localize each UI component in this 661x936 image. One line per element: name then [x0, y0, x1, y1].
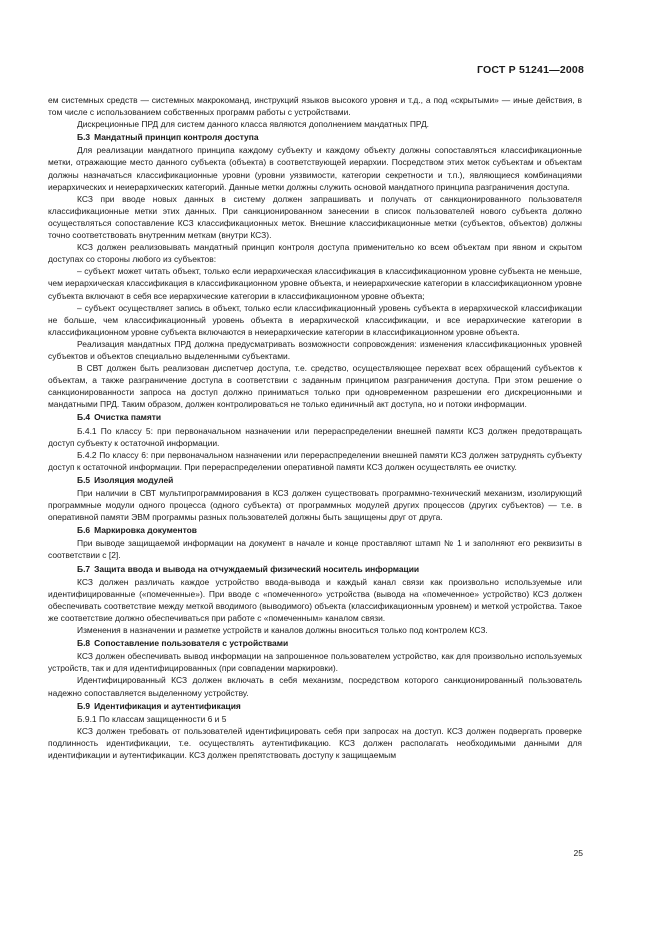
section-number: Б.5 [77, 474, 91, 485]
section-title: Сопоставление пользователя с устройствами [94, 638, 289, 649]
section-heading [48, 131, 582, 143]
section-heading [48, 700, 582, 712]
section-title: Изоляция модулей [94, 474, 174, 485]
section-number: Б.9 [77, 700, 91, 711]
section-title: Очистка памяти [94, 412, 162, 423]
paragraph: В СВТ должен быть реализован диспетчер доступа, т.е. средство, осуществляющее перехват всех обращений субъектов к объектам, а также разграничение доступа в соответствии с заданным принципом разграничения доступа. При этом решение о санкционированности запроса на доступ должно приниматься только при одновременном разрешении его дискреционными и мандатными ПРД. Таким образом, должен контролироваться не только единичный акт доступа, но и потоки информации. [48, 363, 582, 410]
paragraph: КСЗ должен обеспечивать вывод информации на запрошенное пользователем устройство, как для произвольно используемых устройств, так и для идентифицированных (при совпадении маркировки). [48, 651, 582, 674]
paragraph: Б.9.1 По классам защищенности 6 и 5 [77, 713, 227, 724]
document-body [48, 94, 582, 761]
paragraph: КСЗ должен требовать от пользователей идентифицировать себя при запросах на доступ. КСЗ должен подвергать проверке подлинность идентификации, т.е. осуществлять аутентификацию. КСЗ должен располагать необходимыми данными для идентификации и аутентификации. КСЗ должен препятствовать доступу к защищаемым [48, 725, 582, 760]
section-number: Б.8 [77, 638, 91, 649]
section-heading [48, 524, 582, 536]
section-title: Идентификация и аутентификация [94, 700, 241, 711]
section-number: Б.4 [77, 412, 91, 423]
section-heading [48, 474, 582, 486]
section-number: Б.7 [77, 563, 91, 574]
paragraph: КСЗ должен реализовывать мандатный принцип контроля доступа применительно ко всем объектам при явном и скрытом доступах со стороны любого из субъектов: [48, 242, 582, 265]
section-heading [48, 411, 582, 423]
paragraph: – субъект осуществляет запись в объект, только если классификационный уровень субъекта в иерархической классификации не больше, чем классификационный уровень объекта в иерархической классификации, и все иерархические категории в классификационном уровне субъекта включаются в неиерархические категории в классификационном уровне объекта. [48, 302, 582, 337]
section-title: Мандатный принцип контроля доступа [94, 132, 259, 143]
paragraph: Идентифицированный КСЗ должен включать в себя механизм, посредством которого санкционированный пользователь надежно сопоставляется выделенному устройству. [48, 675, 582, 698]
paragraph: Реализация мандатных ПРД должна предусматривать возможности сопровождения: изменения классификационных уровней субъектов и объектов специально выделенными субъектами. [48, 338, 582, 361]
paragraph: КСЗ должен различать каждое устройство ввода-вывода и каждый канал связи как произвольно используемые или идентифицированные («помеченные»). При вводе с «помеченного» устройства (вывода на «помеченное» устройство) КСЗ должен обеспечивать соответствие между меткой вводимого (выводимого) объекта (классификационным уровнем) и меткой устройства. Такое же соответствие должно обеспечиваться при работе с «помеченным» каналом связи. [48, 576, 582, 623]
paragraph: Изменения в назначении и разметке устройств и каналов должны вноситься только под контролем КСЗ. [77, 625, 488, 636]
section-number: Б.6 [77, 525, 91, 536]
paragraph: При наличии в СВТ мультипрограммирования в КСЗ должен существовать программно-технический механизм, изолирующий программные модули одного процесса (одного субъекта) от программных модулей других процессов (других субъектов) — т.е. в оперативной памяти ЭВМ программы разных пользователей должны быть защищены друг от друга. [48, 488, 582, 523]
section-heading [48, 637, 582, 649]
paragraph: Б.4.1 По классу 5: при первоначальном назначении или перераспределении внешней памяти КСЗ должен предотвращать доступ субъекту к остаточной информации. [48, 425, 582, 448]
section-title: Маркировка документов [94, 525, 197, 536]
paragraph: При выводе защищаемой информации на документ в начале и конце проставляют штамп № 1 и заполняют его реквизиты в соответствии с [2]. [48, 538, 582, 561]
section-number: Б.3 [77, 132, 91, 143]
section-title: Защита ввода и вывода на отчуждаемый физический носитель информации [94, 563, 420, 574]
paragraph: КСЗ при вводе новых данных в систему должен запрашивать и получать от санкционированного пользователя классификационные метки этих данных. При санкционированном занесении в список пользователей нового субъекта должно осуществляться сопоставление КСЗ классификационных меток. Внешние классификационные метки (субъектов, объектов) должны точно соответствовать внутренним меткам (внутри КСЗ). [48, 193, 582, 241]
paragraph: Б.4.2 По классу 6: при первоначальном назначении или перераспределении внешней памяти КСЗ должен затруднять субъекту доступ к остаточной информации. При перераспределении оперативной памяти КСЗ должен осуществлять ее очистку. [48, 449, 582, 472]
page-number: 25 [573, 848, 583, 858]
section-heading [48, 563, 582, 575]
paragraph: Дискреционные ПРД для систем данного класса являются дополнением мандатных ПРД. [77, 119, 430, 130]
paragraph: – субъект может читать объект, только если иерархическая классификация в классификационном уровне субъекта не меньше, чем иерархическая классификация в классификационном уровне объекта, и неиерархические категории в классификационном уровне субъекта включают в себя все иерархические категории в классификационном уровне объекта; [48, 266, 582, 301]
standard-header: ГОСТ Р 51241—2008 [476, 64, 584, 76]
paragraph: ем системных средств — системных макрокоманд, инструкций языков высокого уровня и т.д., а под «скрытыми» — иные действия, в том числе с использованием собственных программ работы с устройствами. [48, 95, 582, 118]
paragraph: Для реализации мандатного принципа каждому субъекту и каждому объекту должны сопоставляться классификационные метки, отражающие место данного субъекта (объекта) в соответствующей иерархии. Посредством этих меток субъектам и объектам должны назначаться классификационные уровни (уровни уязвимости, категории секретности и т.п.), являющиеся комбинациями иерархических и неиерархических категорий. Данные метки должны служить основой мандатного принципа разграничения доступа. [48, 145, 582, 192]
